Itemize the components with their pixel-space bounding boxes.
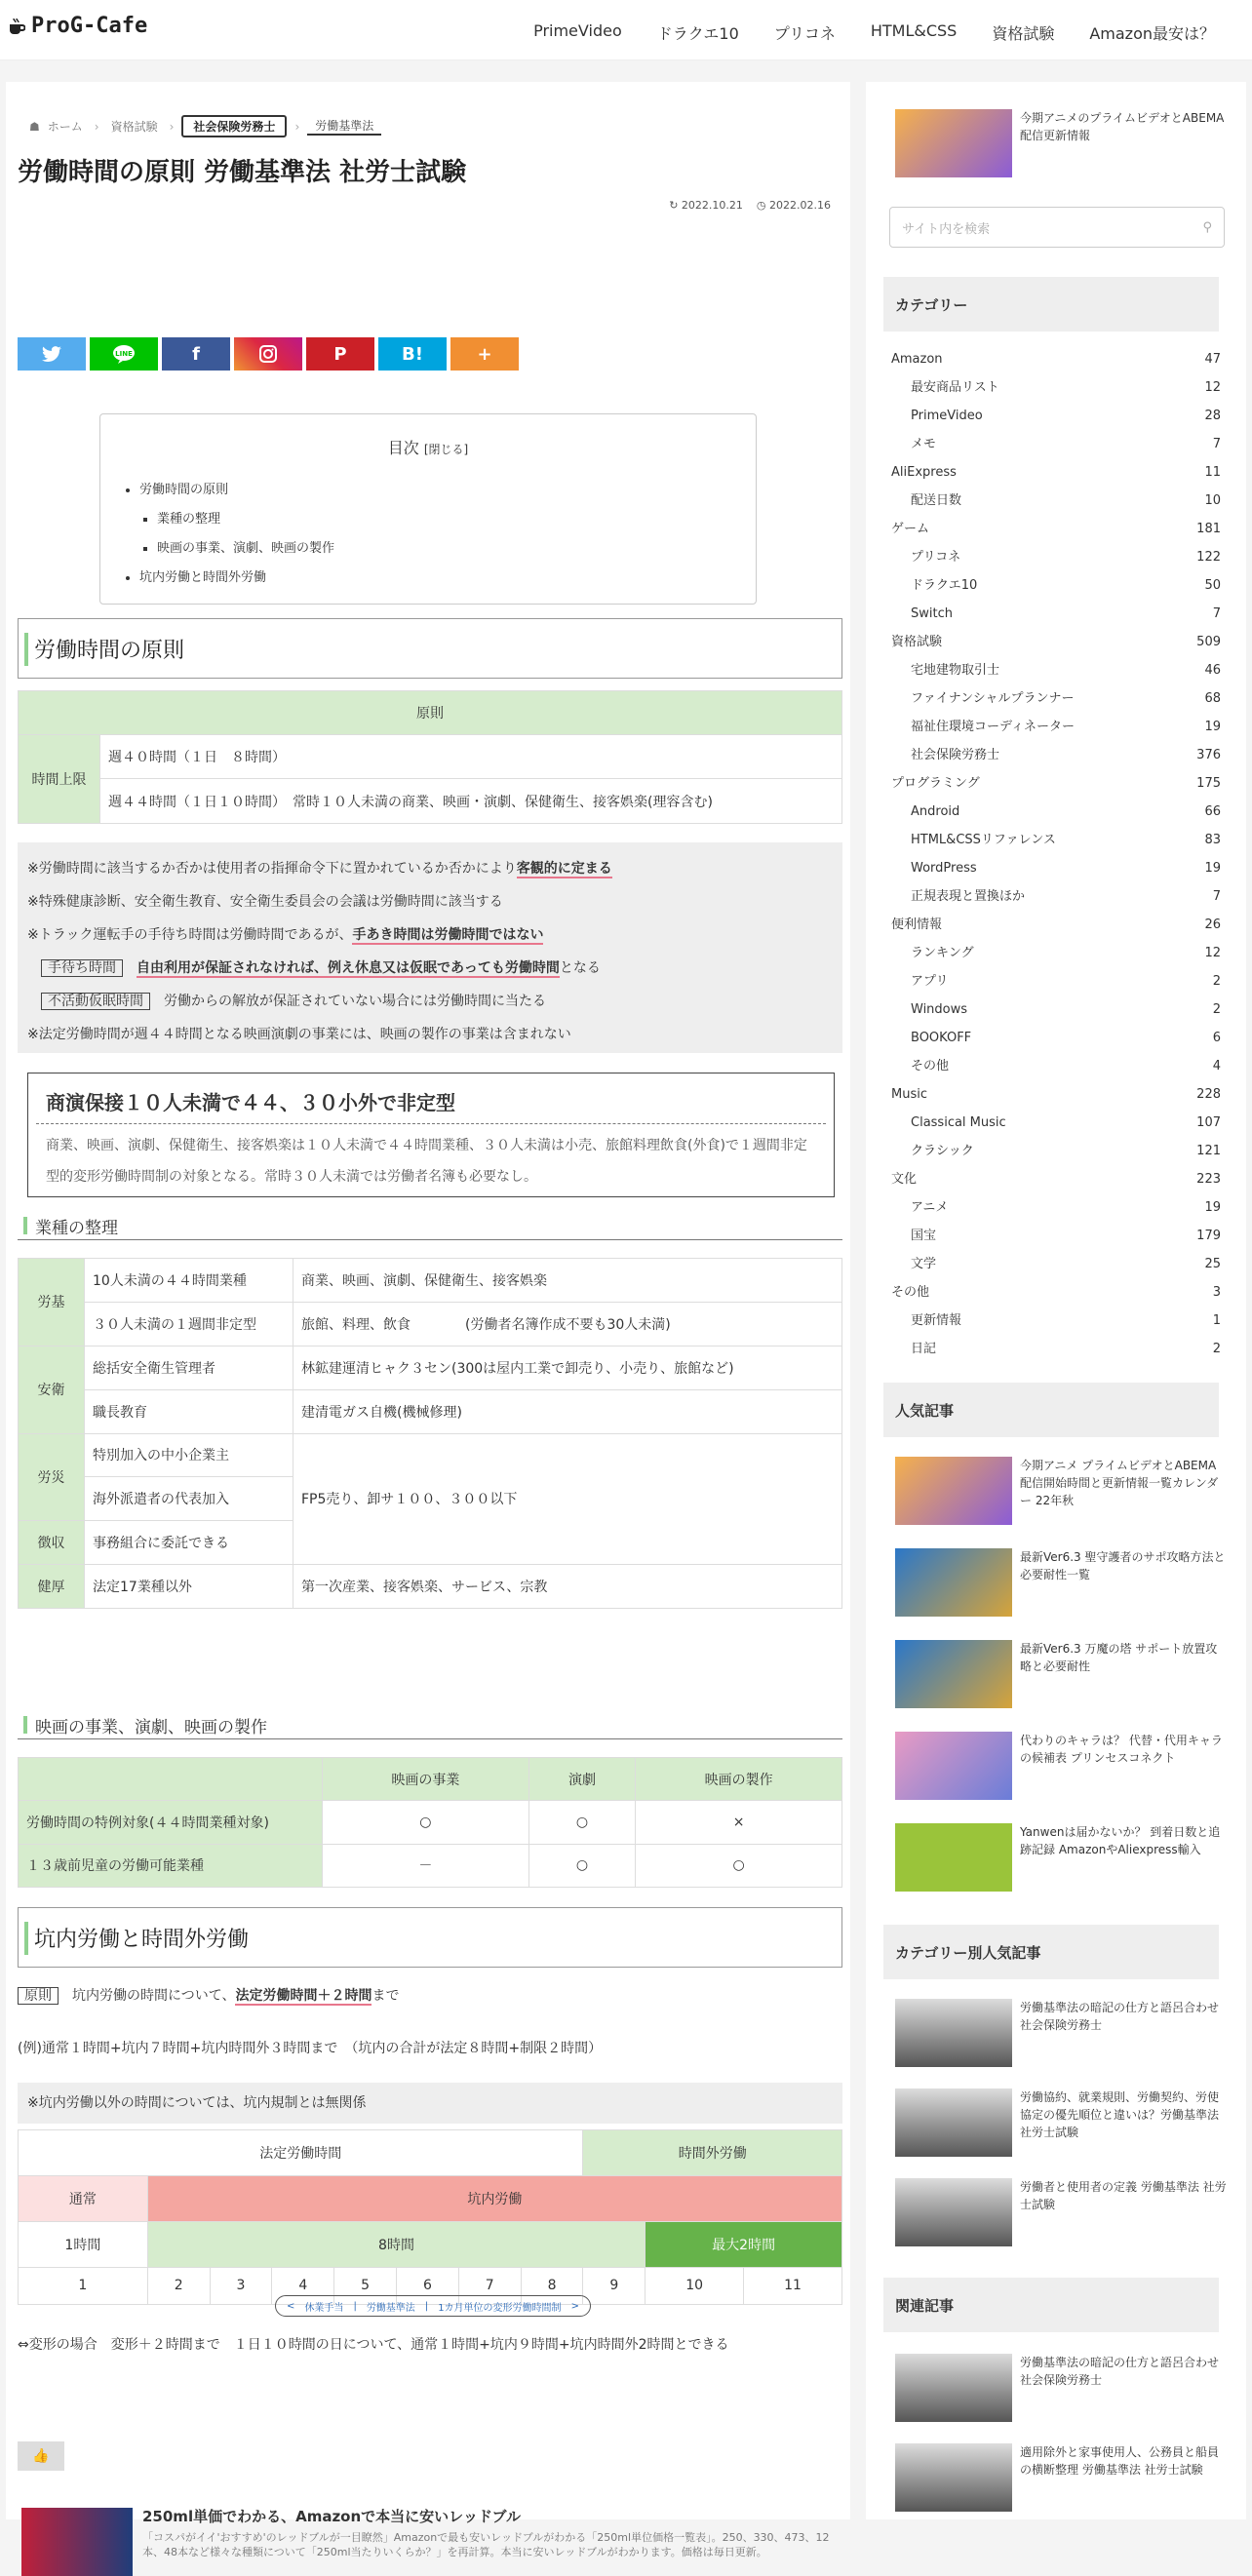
line-share-button[interactable] bbox=[90, 337, 158, 371]
line-icon bbox=[112, 344, 136, 364]
article-thumbnail bbox=[895, 1457, 1012, 1525]
instagram-share-button[interactable] bbox=[234, 337, 302, 371]
article-thumbnail bbox=[895, 1640, 1012, 1708]
category-item[interactable]: Android 66 bbox=[911, 804, 1221, 819]
share-buttons bbox=[18, 337, 519, 371]
toc-toggle[interactable]: [閉じる] bbox=[423, 443, 469, 456]
ad-title[interactable]: 250ml単価でわかる、Amazonで本当に安いレッドブル bbox=[142, 2508, 521, 2525]
article-link[interactable]: 労働協約、就業規則、労働契約、労使協定の優先順位と違いは？労働基準法 社労士試験 bbox=[895, 2088, 1227, 2157]
svg-text:LINE: LINE bbox=[115, 350, 133, 358]
post-dates bbox=[669, 199, 831, 212]
category-item[interactable]: 福祉住環境コーディネーター 19 bbox=[911, 720, 1221, 734]
paragraph: 原則 坑内労働の時間について、法定労働時間＋２時間まで bbox=[18, 1985, 399, 2005]
article-thumbnail bbox=[895, 1823, 1012, 1892]
article-link[interactable]: 今期アニメ プライムビデオとABEMA配信開始時間と更新情報一覧カレンダー 22年秋 bbox=[895, 1457, 1227, 1525]
paragraph: ⇔変形の場合 変形＋２時間まで １日１０時間の日について、通常１時間+坑内９時間+坑内時間外2時間とできる bbox=[18, 2337, 729, 2353]
crumb-roukihou[interactable]: 労働基準法 bbox=[307, 117, 381, 136]
published-date: ◷ 2022.02.16 bbox=[756, 199, 831, 212]
subsection-heading: 業種の整理 bbox=[18, 1213, 842, 1240]
hour-cell: 8 bbox=[521, 2267, 583, 2304]
category-item[interactable]: Amazon 47 bbox=[891, 352, 1221, 367]
category-item[interactable]: 文化 223 bbox=[891, 1172, 1221, 1187]
site-logo-text: ProG-Cafe bbox=[31, 14, 148, 38]
article-thumbnail bbox=[895, 2354, 1012, 2422]
hour-cell: 4 bbox=[272, 2267, 334, 2304]
category-item[interactable]: BOOKOFF 6 bbox=[911, 1031, 1221, 1045]
mine-hours-table: 法定労働時間 時間外労働 通常 坑内労働 1時間 8時間 最大2時間 1 2 3 4 5 6 7 8 9 10 11 bbox=[18, 2129, 842, 2305]
facebook-icon: f bbox=[192, 343, 200, 365]
category-item[interactable]: ドラクエ10 50 bbox=[911, 578, 1221, 593]
hatena-icon: B! bbox=[402, 343, 423, 365]
toc-item[interactable]: • 労働時間の原則 bbox=[139, 476, 756, 505]
instagram-icon bbox=[259, 345, 277, 363]
film-table: 映画の事業 演劇 映画の製作 労働時間の特例対象(４４時間業種対象) ○ ○ × １３歳前児童の労働可能業種 － ○ ○ bbox=[18, 1757, 842, 1888]
category-item[interactable]: 正規表現と置換ほか 7 bbox=[911, 889, 1221, 904]
hour-cell: 2 bbox=[147, 2267, 210, 2304]
category-item[interactable]: プリコネ 122 bbox=[911, 550, 1221, 565]
search-icon[interactable]: ⚲ bbox=[1202, 219, 1212, 235]
hour-cell: 11 bbox=[744, 2267, 842, 2304]
article-thumbnail bbox=[895, 1732, 1012, 1800]
category-item[interactable]: その他 3 bbox=[891, 1285, 1221, 1300]
category-item[interactable]: Switch 7 bbox=[911, 606, 1221, 621]
table-of-contents bbox=[99, 413, 757, 605]
site-logo[interactable] bbox=[8, 14, 147, 38]
category-item[interactable]: ファイナンシャルプランナー 68 bbox=[911, 691, 1221, 706]
article-link[interactable]: 労働者と使用者の定義 労働基準法 社労士試験 bbox=[895, 2178, 1227, 2246]
plus-icon: + bbox=[477, 343, 492, 365]
article-link[interactable]: 最新Ver6.3 万魔の塔 サポート放置攻略と必要耐性 bbox=[895, 1640, 1227, 1708]
category-item[interactable]: 最安商品リスト 12 bbox=[911, 380, 1221, 395]
toc-item[interactable]: • 坑内労働と時間外労働 bbox=[139, 564, 756, 593]
sidebar-feature[interactable]: 今期アニメのプライムビデオとABEMA配信更新情報 bbox=[895, 109, 1227, 177]
category-item[interactable]: クラシック 121 bbox=[911, 1144, 1221, 1158]
pager-link[interactable]: 1カ月単位の変形労働時間制 bbox=[438, 2302, 562, 2314]
category-item[interactable]: WordPress 19 bbox=[911, 861, 1221, 876]
category-item[interactable]: 社会保険労務士 376 bbox=[911, 748, 1221, 762]
mnemonic-title: 商演保接１０人未満で４４、３０小外で非定型 bbox=[36, 1073, 826, 1124]
catpop-title: カテゴリー別人気記事 bbox=[883, 1925, 1219, 1979]
toc-item[interactable]: ▪ 映画の事業、演劇、映画の製作 bbox=[157, 534, 756, 564]
next-link[interactable]: > bbox=[570, 2300, 579, 2312]
category-item[interactable]: HTML&CSSリファレンス 83 bbox=[911, 833, 1221, 847]
hour-cell: 3 bbox=[210, 2267, 272, 2304]
article-link[interactable]: 労働基準法の暗記の仕方と語呂合わせ 社会保険労務士 bbox=[895, 1999, 1227, 2067]
table-header: 原則 bbox=[19, 691, 842, 735]
mnemonic-body: 商業、映画、演劇、保健衛生、接客娯楽は１０人未満で４４時間業種、３０人未満は小売、旅館料理飲食(外食)で１週間非定型的変形労働時間制の対象となる。常時３０人未満では労働者名簿も必要なし。 bbox=[46, 1138, 807, 1185]
pinterest-share-button[interactable] bbox=[306, 337, 374, 371]
category-item[interactable]: Music 228 bbox=[891, 1087, 1221, 1102]
paragraph: (例)通常１時間+坑内７時間+坑内時間外３時間まで （坑内の合計が法定８時間+制限２時間） bbox=[18, 2041, 603, 2056]
toc-title: 目次 bbox=[387, 439, 419, 457]
mnemonic-box bbox=[27, 1073, 835, 1197]
hour-cell: 1 bbox=[19, 2267, 148, 2304]
section-heading: 坑内労働と時間外労働 bbox=[18, 1907, 842, 1968]
crumb-home[interactable]: ホーム bbox=[47, 120, 83, 134]
article-thumbnail bbox=[895, 1548, 1012, 1617]
category-item[interactable]: 宅地建物取引士 46 bbox=[911, 663, 1221, 678]
category-item[interactable]: その他 4 bbox=[911, 1059, 1221, 1073]
article-thumbnail bbox=[895, 2178, 1012, 2246]
category-item[interactable]: PrimeVideo 28 bbox=[911, 409, 1221, 423]
table-cell: 週４０時間（１日 ８時間） bbox=[100, 735, 842, 779]
category-item[interactable]: 便利情報 26 bbox=[891, 917, 1221, 932]
nav-priconne[interactable]: プリコネ bbox=[773, 24, 836, 43]
category-item[interactable]: 更新情報 1 bbox=[911, 1313, 1221, 1328]
hour-cell: 6 bbox=[397, 2267, 459, 2304]
ad-card[interactable] bbox=[142, 2506, 835, 2559]
more-share-button[interactable] bbox=[450, 337, 519, 371]
category-item[interactable]: アニメ 19 bbox=[911, 1200, 1221, 1215]
category-item[interactable]: Classical Music 107 bbox=[911, 1115, 1221, 1130]
twitter-icon bbox=[42, 346, 61, 362]
nav-dq10[interactable]: ドラクエ10 bbox=[656, 24, 739, 43]
category-item[interactable]: ゲーム 181 bbox=[891, 522, 1221, 536]
category-item[interactable]: 国宝 179 bbox=[911, 1229, 1221, 1243]
row-label: 時間上限 bbox=[19, 735, 100, 824]
global-nav bbox=[516, 18, 1232, 48]
subsection-heading: 映画の事業、演劇、映画の製作 bbox=[18, 1712, 842, 1739]
facebook-share-button[interactable] bbox=[162, 337, 230, 371]
article-pager: < 休業手当 | 労働基準法 | 1カ月単位の変形労働時間制 > bbox=[275, 2295, 591, 2317]
category-list bbox=[891, 345, 1221, 1363]
sidebar bbox=[866, 82, 1246, 2519]
prev-link[interactable]: < bbox=[287, 2300, 295, 2312]
redbull-thumbnail[interactable] bbox=[21, 2508, 133, 2576]
category-item[interactable]: プログラミング 175 bbox=[891, 776, 1221, 791]
anime-thumbnail bbox=[895, 109, 1012, 177]
article-link[interactable]: 適用除外と家事使用人、公務員と船員の横断整理 労働基準法 社労士試験 bbox=[895, 2443, 1227, 2512]
hour-cell: 10 bbox=[646, 2267, 744, 2304]
related-title: 関連記事 bbox=[883, 2278, 1219, 2332]
home-icon: ☗ bbox=[29, 119, 40, 134]
category-item[interactable]: メモ 7 bbox=[911, 437, 1221, 451]
category-title: カテゴリー bbox=[883, 277, 1219, 332]
hour-cell: 7 bbox=[458, 2267, 521, 2304]
like-button[interactable] bbox=[18, 2441, 64, 2471]
crumb-shikaku[interactable]: 資格試験 bbox=[110, 120, 158, 134]
updated-date: ↻ 2022.10.21 bbox=[669, 199, 743, 212]
article-link[interactable]: 最新Ver6.3 聖守護者のサポ攻略方法と必要耐性一覧 bbox=[895, 1548, 1227, 1617]
pager-link[interactable]: 休業手当 bbox=[304, 2302, 344, 2314]
principle-table bbox=[18, 690, 842, 824]
nav-htmlcss[interactable]: HTML&CSS bbox=[870, 21, 958, 40]
table-cell: 週４４時間（１日１０時間） 常時１０人未満の商業、映画・演劇、保健衛生、接客娯楽(理容含む) bbox=[100, 779, 842, 824]
article-thumbnail bbox=[895, 2088, 1012, 2157]
ad-desc: 「コスパがイイ'おすすめ'のレッドブルが一目瞭然」Amazonで最も安いレッドブルがわかる「250ml単位価格一覧表」。250、330、473、12本、48本など様々な種類について「250ml当たりいくらか？」を再計算。本当に安いレッドブルがわかります。価格は毎日更新。 bbox=[142, 2531, 830, 2558]
thumbs-up-icon: 👍 bbox=[32, 2448, 50, 2464]
nav-amazon[interactable]: Amazon最安は？ bbox=[1089, 24, 1215, 43]
category-item[interactable]: 資格試験 509 bbox=[891, 635, 1221, 649]
category-item[interactable]: AliExpress 11 bbox=[891, 465, 1221, 480]
crumb-sharoushi[interactable]: 社会保険労務士 bbox=[181, 115, 287, 137]
section-heading: 労働時間の原則 bbox=[18, 618, 842, 679]
breadcrumb: ☗ ホーム › 資格試験 › 社会保険労務士 › 労働基準法 bbox=[25, 115, 381, 137]
search-input[interactable]: サイト内を検索 ⚲ bbox=[889, 207, 1225, 248]
nav-primevideo[interactable]: PrimeVideo bbox=[533, 21, 622, 40]
main-content bbox=[6, 82, 850, 2558]
article-thumbnail bbox=[895, 2443, 1012, 2512]
notes-box: ※労働時間に該当するか否かは使用者の指揮命令下に置かれているか否かにより客観的に定まる ※特殊健康診断、安全衛生教育、安全衛生委員会の会議は労働時間に該当する ※トラック運転手の手待ち時間は労働時間であるが、手あき時間は労働時間ではない 手待ち時間 自由利用が保証されなければ、例え休息又は仮眠であっても労働時間となる 不活動仮眠時間 労働からの解放が保証されていない場合には労働時間に当たる ※法定労働時間が週４４時間となる映画演劇の事業には、映画の製作の事業は含まれない bbox=[18, 842, 842, 1053]
hatena-share-button[interactable] bbox=[378, 337, 447, 371]
site-header bbox=[0, 0, 1252, 60]
popular-title: 人気記事 bbox=[883, 1383, 1219, 1437]
twitter-share-button[interactable] bbox=[18, 337, 86, 371]
industry-table: 労基 10人未満の４４時間業種 商業、映画、演劇、保健衛生、接客娯楽 ３０人未満の１週間非定型 旅館、料理、飲食 (労働者名簿作成不要も30人未満) 安衛 総括安全衛生管理者 林鉱建運清ヒャク３セン(300は屋内工業で卸売り、小売り、旅館など) 職長教育 建清電ガス自機(機械修理) 労災 特別加入の中小企業主 FP5売り、卸サ１００、３００以下 海外派遣者の代表加入 徴収 事務組合に委託できる 健厚 法定17業種以外 第一次産業、接客娯楽、サービス、宗教 bbox=[18, 1258, 842, 1609]
notes-box: ※坑内労働以外の時間については、坑内規制とは無関係 bbox=[18, 2083, 842, 2124]
nav-shikaku[interactable]: 資格試験 bbox=[992, 24, 1055, 43]
category-item[interactable]: アプリ 2 bbox=[911, 974, 1221, 989]
category-item[interactable]: 日記 2 bbox=[911, 1342, 1221, 1356]
article-link[interactable]: 労働基準法の暗記の仕方と語呂合わせ 社会保険労務士 bbox=[895, 2354, 1227, 2422]
pinterest-icon: P bbox=[333, 343, 347, 365]
hour-cell: 5 bbox=[334, 2267, 397, 2304]
category-item[interactable]: ランキング 12 bbox=[911, 946, 1221, 960]
article-thumbnail bbox=[895, 1999, 1012, 2067]
category-item[interactable]: Windows 2 bbox=[911, 1002, 1221, 1017]
article-link[interactable]: Yanwenは届かないか？ 到着日数と追跡記録 AmazonやAliexpress輸入 bbox=[895, 1823, 1227, 1892]
hour-cell: 9 bbox=[583, 2267, 646, 2304]
category-item[interactable]: 文学 25 bbox=[911, 1257, 1221, 1271]
toc-item[interactable]: ▪ 業種の整理 bbox=[157, 505, 756, 534]
pager-link[interactable]: 労働基準法 bbox=[366, 2302, 415, 2314]
page-title: 労働時間の原則 労働基準法 社労士試験 bbox=[18, 158, 467, 187]
category-item[interactable]: 配送日数 10 bbox=[911, 493, 1221, 508]
coffee-cup-icon bbox=[8, 17, 25, 36]
article-link[interactable]: 代わりのキャラは？ 代替・代用キャラの候補表 プリンセスコネクト bbox=[895, 1732, 1227, 1800]
